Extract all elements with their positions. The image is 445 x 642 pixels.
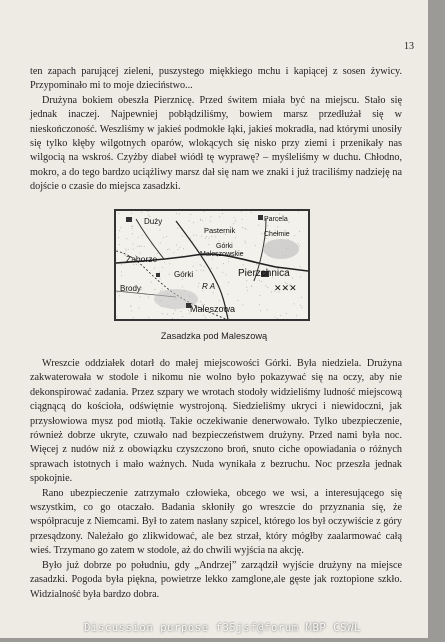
map-label-gorki-maleszowskie-2: Maleszowskie [200,251,244,258]
map-caption: Zasadzka pod Maleszową [160,331,268,341]
map-label-gorki: Górki [174,270,194,279]
map-label-pierzchnica: Pierzchnica [238,268,290,279]
map-label-parcela: Parcela [264,216,288,223]
paragraph: Było już dobrze po południu, gdy „Andrzej” zarządził wyjście drużyny na miejsce zasadzki. Pogoda była piękna, powietrze lekko zamglone,ale gęste jak roztopione szkło. Widzialność była bardzo dobra. [30,559,402,600]
paragraph: Wreszcie oddziałek dotarł do małej miejscowości Górki. Była niedziela. Drużyna zakwaterowała w stodole i nikomu nie wolno było pokazywać się na oczy, aby nie dekonspirować zadania. Przez szpary we wrotach stodoły widzieliśmy ludność miejscową ciągnącą do kościoła, odświętnie wystrojoną. Siedzieliśmy ukryci i niewidoczni, jak przysłowiowa mysz pod miotłą. Takie oczekiwanie denerwowało. Tylko ubezpieczenie, również dobrze ukryte, czuwało nad bezpieczeństwem drużyny. Przed nami była noc. Więcej z nudów niż z obowiązku czyszczono broń, snuto ciche opowiadania o różnych sprawach istotnych i mało ważnych. Nuda wynikała z bezruchu. Noc przeszła jednak spokojnie. [30,358,402,485]
page-number: 13 [404,41,414,52]
paragraph: Rano ubezpieczenie zatrzymało człowieka, obcego we wsi, a interesującego się wszystkim, co go otaczało. Badania skłoniły go wreszcie do przyznania się, że współpracuje z Niemcami. Był to zatem nasłany szpicel, którego los był oczywiście z góry przesądzony. Należało go zlikwidować, ale bez strzał, który mógłby zaalarmować całą wieś. Trzymano go zatem w stodole, aż do chwili wyjścia na akcję. [30,487,402,557]
text-block-top [30,65,402,195]
map-label-brody: Brody [120,284,141,293]
map-figure [114,209,310,321]
map-label-zaborze: Zaborze [126,254,158,264]
watermark: Discussion purpose f35jsf@forum MBP CSWL [84,622,361,634]
paragraph: Drużyna bokiem obeszła Pierznicę. Przed świtem miała być na miejscu. Stało się jednak inaczej. Najpewniej pobłądziliśmy, bowiem marsz przedłużał się w nieskończoność. Weszliśmy w jakieś podmokłe łąki, jakieś mokradła, nad którymi unosiły się tylko kłęby wilgotnych oparów, wlokących się nisko przy ziemi i przenikały nas wilgocią na wskroś. Czyżby diabeł wiódł tę wyprawę? – myśleliśmy w duchu. Chłodno, mokro, a do tego bardzo uciążliwy marsz dał się nam we znaki i już traciliśmy nadzieję na dojście o czasie do miejsca zasadzki. [30,94,402,193]
map-label-pasternik: Pasternik [204,226,236,235]
map-label-gorki-maleszowskie-1: Górki [216,243,233,250]
text-block-bottom [30,357,402,602]
svg-text:✕✕✕: ✕✕✕ [274,284,297,294]
paragraph: ten zapach parującej zieleni, puszystego miękkiego mchu i kapiącej z sosen żywicy. Przypominało mi to moje dzieciństwo... [30,66,402,92]
map-label-letters: R A [202,282,216,291]
map-label-duzy: Duży [144,217,163,226]
map-label-maleszowa: Maleszowa [190,304,236,314]
map-label-chelmie: Chełmie [264,231,290,238]
